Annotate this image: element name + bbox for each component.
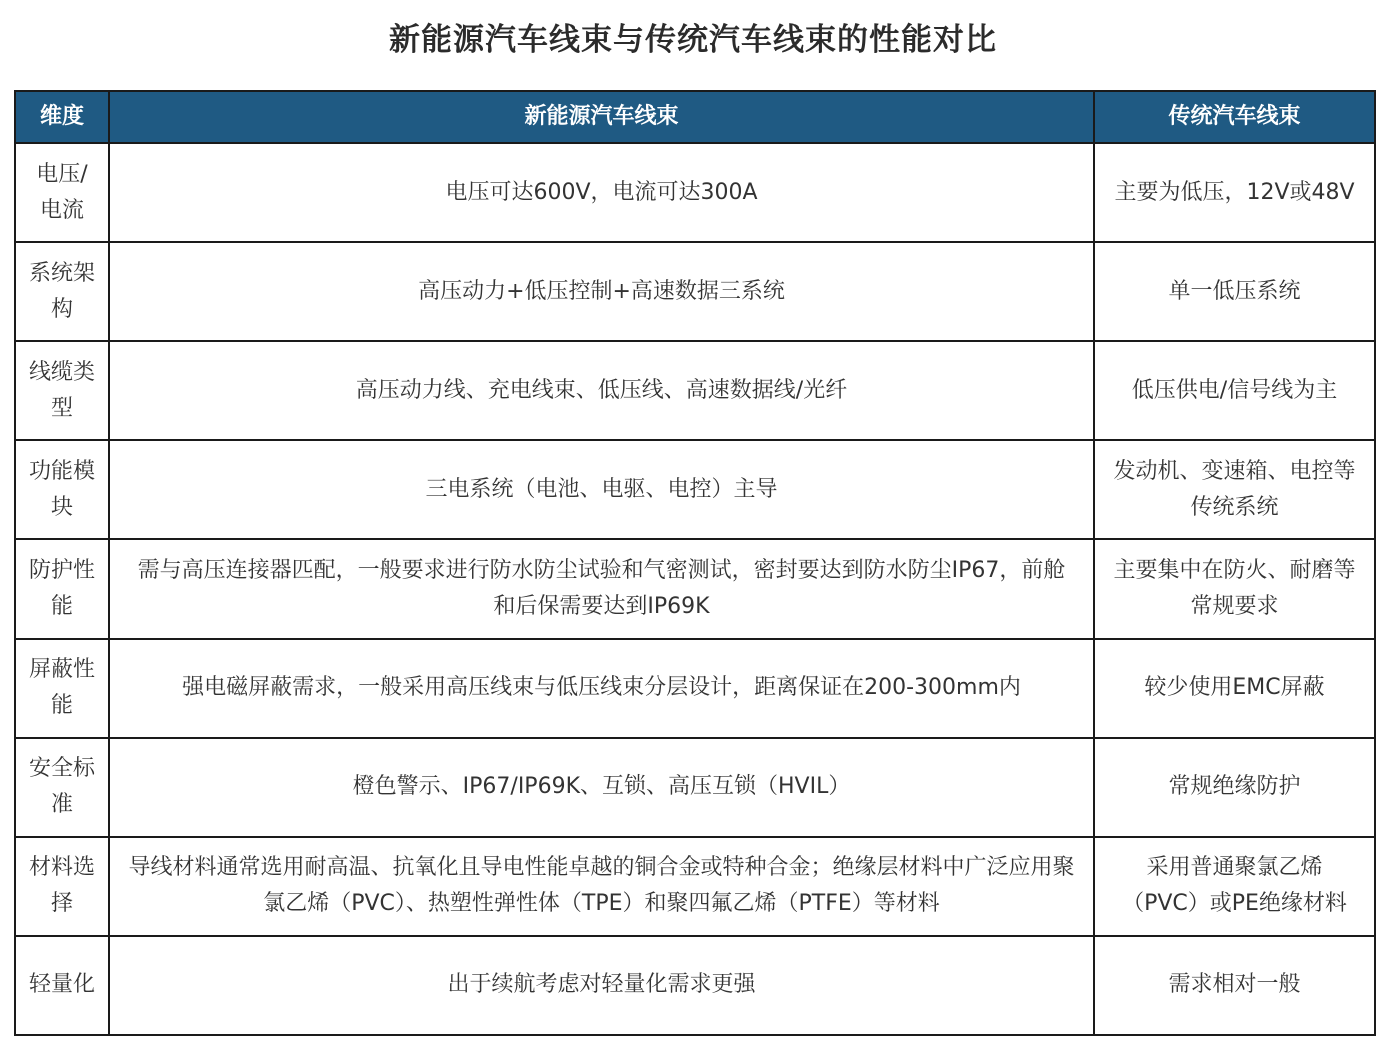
- cell-dimension: 材料选择: [15, 837, 109, 936]
- cell-traditional: 采用普通聚氯乙烯（PVC）或PE绝缘材料: [1094, 837, 1375, 936]
- cell-traditional: 低压供电/信号线为主: [1094, 341, 1375, 440]
- cell-dimension: 功能模块: [15, 440, 109, 539]
- header-nev: 新能源汽车线束: [109, 91, 1094, 143]
- page-title: 新能源汽车线束与传统汽车线束的性能对比: [389, 22, 997, 58]
- header-traditional: 传统汽车线束: [1094, 91, 1375, 143]
- cell-traditional: 主要集中在防火、耐磨等常规要求: [1094, 539, 1375, 638]
- cell-nev: 高压动力+低压控制+高速数据三系统: [109, 242, 1094, 341]
- table-row: [15, 440, 1375, 539]
- cell-nev: 电压可达600V，电流可达300A: [109, 143, 1094, 242]
- cell-traditional: 单一低压系统: [1094, 242, 1375, 341]
- cell-dimension: 系统架构: [15, 242, 109, 341]
- cell-nev: 橙色警示、IP67/IP69K、互锁、高压互锁（HVIL）: [109, 738, 1094, 837]
- table-row: [15, 738, 1375, 837]
- table-row: [15, 143, 1375, 242]
- cell-dimension: 安全标准: [15, 738, 109, 837]
- table-header-row: [15, 91, 1375, 143]
- table-row: [15, 539, 1375, 638]
- table-row: [15, 837, 1375, 936]
- cell-dimension: 屏蔽性能: [15, 639, 109, 738]
- cell-dimension: 线缆类型: [15, 341, 109, 440]
- cell-dimension: 轻量化: [15, 936, 109, 1035]
- cell-traditional: 发动机、变速箱、电控等传统系统: [1094, 440, 1375, 539]
- cell-traditional: 主要为低压，12V或48V: [1094, 143, 1375, 242]
- cell-nev: 强电磁屏蔽需求，一般采用高压线束与低压线束分层设计，距离保证在200-300mm内: [109, 639, 1094, 738]
- cell-traditional: 较少使用EMC屏蔽: [1094, 639, 1375, 738]
- cell-nev: 高压动力线、充电线束、低压线、高速数据线/光纤: [109, 341, 1094, 440]
- cell-nev: 导线材料通常选用耐高温、抗氧化且导电性能卓越的铜合金或特种合金；绝缘层材料中广泛应用聚氯乙烯（PVC）、热塑性弹性体（TPE）和聚四氟乙烯（PTFE）等材料: [109, 837, 1094, 936]
- cell-nev: 需与高压连接器匹配，一般要求进行防水防尘试验和气密测试，密封要达到防水防尘IP67，前舱和后保需要达到IP69K: [109, 539, 1094, 638]
- cell-nev: 出于续航考虑对轻量化需求更强: [109, 936, 1094, 1035]
- header-dimension: 维度: [15, 91, 109, 143]
- cell-traditional: 常规绝缘防护: [1094, 738, 1375, 837]
- cell-traditional: 需求相对一般: [1094, 936, 1375, 1035]
- cell-nev: 三电系统（电池、电驱、电控）主导: [109, 440, 1094, 539]
- cell-dimension: 电压/电流: [15, 143, 109, 242]
- cell-dimension: 防护性能: [15, 539, 109, 638]
- table-row: [15, 639, 1375, 738]
- table-row: [15, 936, 1375, 1035]
- comparison-table: [14, 90, 1376, 1036]
- table-row: [15, 341, 1375, 440]
- table-row: [15, 242, 1375, 341]
